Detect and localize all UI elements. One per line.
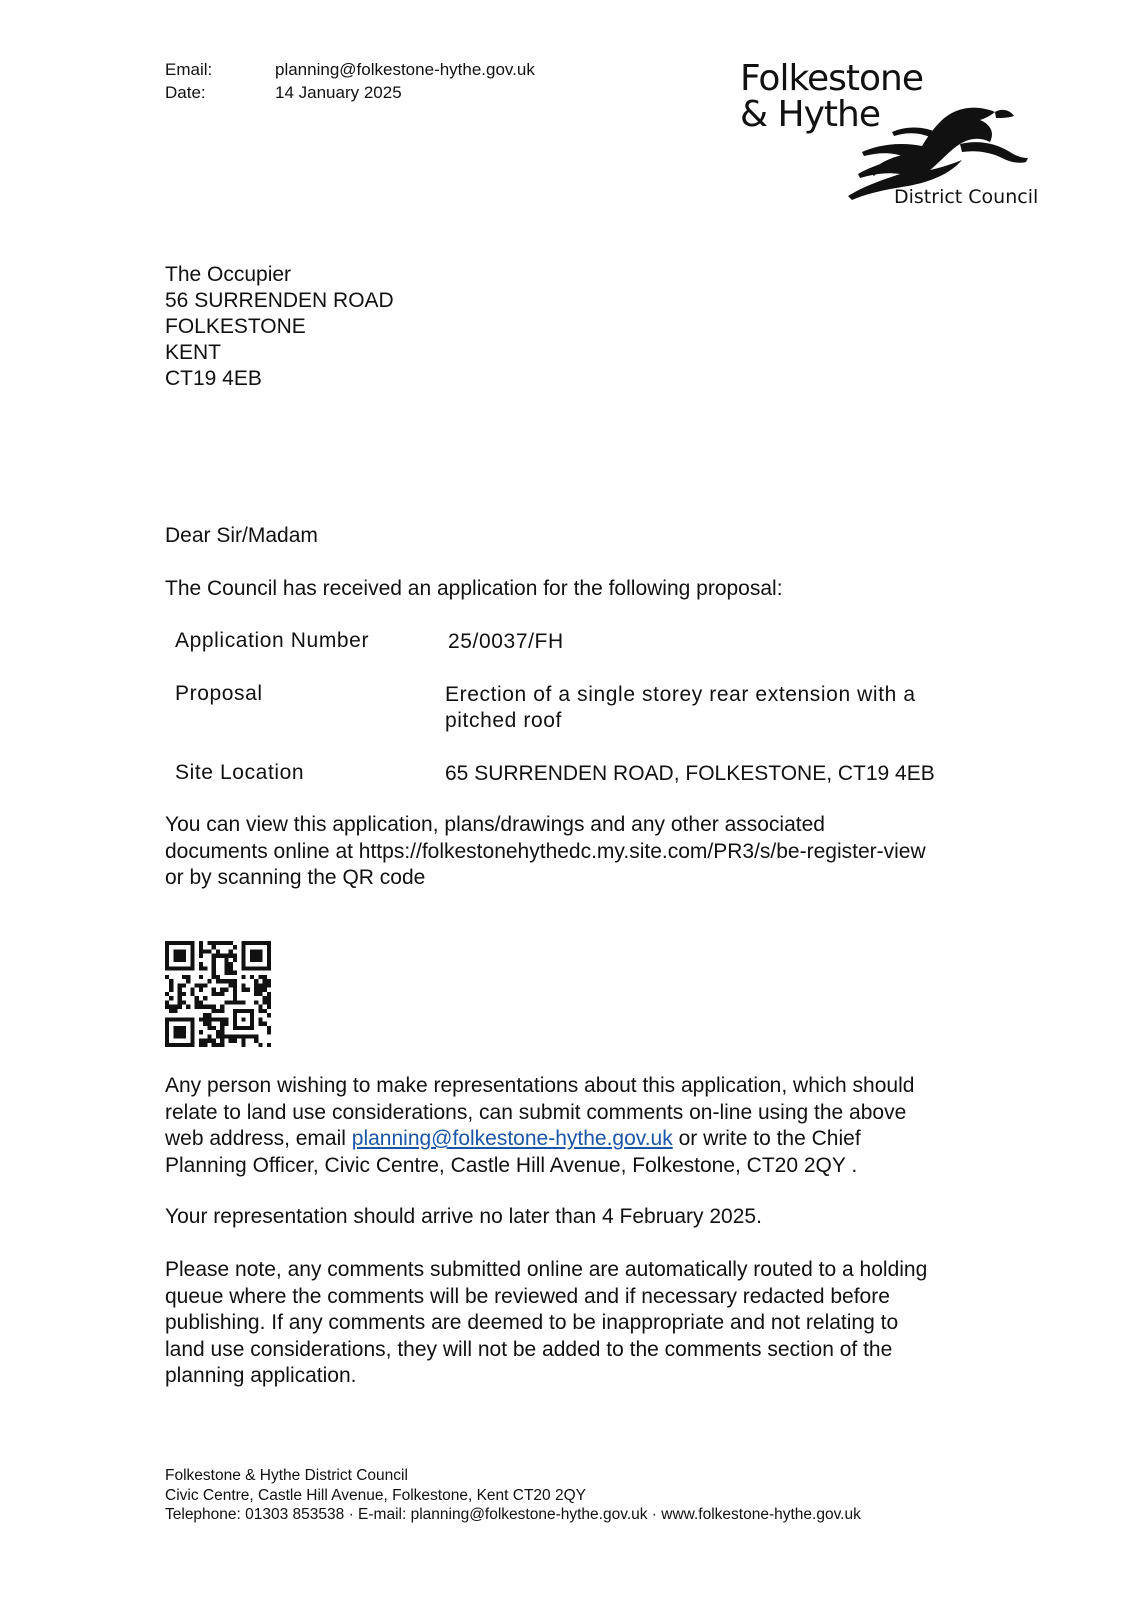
footer-line: Civic Centre, Castle Hill Avenue, Folkestone, Kent CT20 2QY [165, 1486, 586, 1504]
view-paragraph [165, 812, 1005, 892]
site-location-label: Site Location [175, 761, 305, 784]
site-location-text: 65 SURRENDEN ROAD, FOLKESTONE, CT19 4EB [445, 762, 935, 785]
recipient-address [165, 262, 394, 392]
address-line: The Occupier [165, 263, 292, 286]
paragraph-line: documents online at https://folkestonehythedc.my.site.com/PR3/s/be-register-view [165, 839, 926, 863]
paragraph-line: relate to land use considerations, can submit comments on-line using the above [165, 1100, 907, 1124]
logo-line2: & Hythe [740, 94, 880, 135]
line-text: or write to the Chief [672, 1127, 861, 1150]
council-logo [740, 52, 1040, 222]
application-number-label: Application Number [175, 629, 370, 652]
address-line: 56 SURRENDEN ROAD [165, 289, 394, 312]
proposal-label: Proposal [175, 682, 263, 705]
address-line: CT19 4EB [165, 367, 262, 390]
paragraph-line: Planning Officer, Civic Centre, Castle Hill Avenue, Folkestone, CT20 2QY . [165, 1153, 858, 1177]
paragraph-line: publishing. If any comments are deemed to be inappropriate and not relating to [165, 1311, 899, 1334]
paragraph-line: land use considerations, they will not be added to the comments section of the [165, 1337, 893, 1361]
paragraph-line: planning application. [165, 1364, 357, 1387]
representations-paragraph [165, 1073, 1005, 1179]
intro-paragraph [165, 576, 1005, 603]
footer-line: Folkestone & Hythe District Council [165, 1467, 408, 1484]
email-value: planning@folkestone-hythe.gov.uk [275, 60, 535, 79]
proposal-line: Erection of a single storey rear extension with a [445, 683, 916, 706]
email-link[interactable]: planning@folkestone-hythe.gov.uk [351, 1127, 673, 1150]
paragraph-line: You can view this application, plans/drawings and any other associated [165, 813, 825, 836]
salutation-text: Dear Sir/Madam [165, 524, 318, 547]
site-location-value [445, 761, 935, 787]
paragraph-line: queue where the comments will be reviewed and if necessary redacted before [165, 1284, 890, 1308]
line-text: web address, email [165, 1127, 352, 1150]
paragraph-line [165, 1126, 1005, 1153]
deadline-paragraph [165, 1204, 1005, 1231]
qr-code-icon[interactable] [165, 941, 271, 1047]
salutation [165, 523, 1005, 550]
paragraph-line: Any person wishing to make representations about this application, which should [165, 1074, 915, 1097]
email-label: Email: [165, 60, 213, 79]
date-label: Date: [165, 83, 206, 102]
logo-line1: Folkestone [740, 58, 924, 99]
address-line: FOLKESTONE [165, 315, 306, 338]
intro-text: The Council has received an application for the following proposal: [165, 577, 783, 600]
footer-line: Telephone: 01303 853538 · E-mail: planning@folkestone-hythe.gov.uk · www.folkestone-hythe.gov.uk [165, 1506, 861, 1523]
date-value: 14 January 2025 [275, 83, 402, 102]
application-number-text: 25/0037/FH [448, 630, 564, 653]
paragraph-line: Please note, any comments submitted online are automatically routed to a holding [165, 1258, 928, 1281]
application-number-value [448, 629, 564, 655]
logo-subtitle: District Council [894, 186, 1039, 208]
deadline-text: Your representation should arrive no later than 4 February 2025. [165, 1205, 762, 1228]
horse-logo-icon [790, 82, 1030, 202]
note-paragraph [165, 1257, 1005, 1390]
proposal-line: pitched roof [445, 709, 562, 732]
address-line: KENT [165, 341, 222, 364]
paragraph-line: or by scanning the QR code [165, 866, 426, 889]
footer [165, 1466, 861, 1525]
proposal-value [445, 682, 916, 734]
